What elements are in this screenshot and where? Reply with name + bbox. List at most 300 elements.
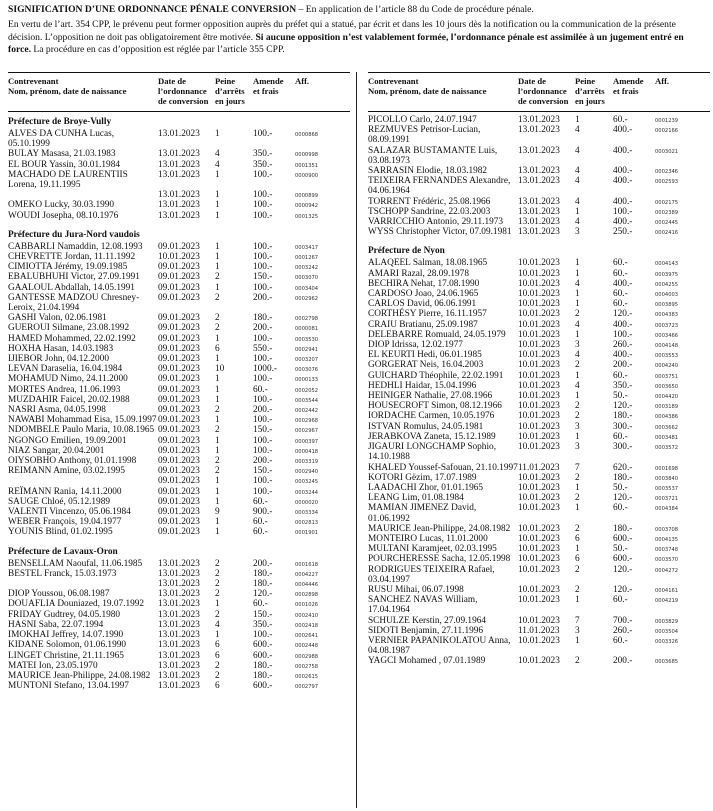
header-peine: Peine d’arrêts en jours [575,76,605,106]
table-row [8,569,350,589]
row-name: VALENTI Vincenzo, 05.06.1984 [8,507,131,518]
row-name: BESTEL Franck, 15.03.1973 [8,568,117,579]
table-row [368,554,710,564]
row-date: 13.01.2023 [518,125,560,136]
left-column [8,72,350,691]
table-row-extra [8,476,350,486]
row-date: 10.01.2023 [518,595,560,606]
row-aff: 0002940 [295,469,319,476]
row-date: 13.01.2023 [158,660,200,671]
row-date: 10.01.2023 [518,309,560,320]
row-days: 2 [575,401,580,412]
row-aff: 0004227 [295,571,319,578]
row-amount: 900.- [253,507,273,518]
header-amende: Amende et frais [253,76,284,96]
row-days: 3 [575,421,580,432]
row-name: MACHADO DE LAURENTIIS Lorena, 19.11.1995 [8,169,128,191]
row-amount: 100.- [613,206,633,217]
row-days: 4 [215,149,220,160]
row-amount: 60.- [613,289,628,300]
row-days: 2 [215,292,220,303]
header-aff: Aff. [655,76,670,86]
row-days: 1 [575,503,580,514]
row-amount: 50.- [613,482,628,493]
row-amount: 400.- [613,196,633,207]
row-aff: 0001325 [295,213,319,220]
row-amount: 350.- [613,380,633,391]
table-row [368,432,710,442]
row-aff: 0003481 [655,434,679,441]
row-days: 1 [575,391,580,402]
section-title: Préfecture de Nyon [368,246,445,257]
row-aff: 0002641 [295,633,319,640]
row-name: MAURICE Jean-Philippe, 24.08.1982 [8,670,151,681]
row-date: 13.01.2023 [158,599,200,610]
row-date: 09.01.2023 [158,445,200,456]
row-aff: 0000133 [295,377,319,384]
row-aff: 0004143 [655,261,679,268]
table-row [8,620,350,630]
row-date: 13.01.2023 [158,589,200,600]
row-date: 09.01.2023 [158,496,200,507]
row-aff: 0003076 [295,367,319,374]
row-aff: 0003662 [655,424,679,431]
row-date: 13.01.2023 [158,568,200,579]
row-amount: 150.- [253,425,273,436]
row-aff: 0003070 [295,275,319,282]
row-amount: 120.- [613,564,633,575]
table-row [8,149,350,159]
table-row [368,411,710,421]
table-row [8,272,350,282]
row-days: 2 [575,564,580,575]
row-days: 1 [215,394,220,405]
row-aff: 0003544 [295,397,319,404]
table-row [368,585,710,595]
row-date: 09.01.2023 [158,354,200,365]
section-title: Préfecture du Jura-Nord vaudois [8,229,140,240]
row-aff: 0003572 [655,445,679,452]
row-date: 10.01.2023 [518,482,560,493]
row-amount: 350.- [253,619,273,630]
row-aff: 0004384 [655,506,679,513]
row-days: 4 [575,319,580,330]
row-days: 1 [575,370,580,381]
row-days: 1 [215,486,220,497]
row-name: CARLOS David, 06.06.1991 [368,299,477,310]
table-row [8,293,350,313]
row-date: 13.01.2023 [518,176,560,187]
row-date: 10.01.2023 [518,523,560,534]
row-days: 1 [215,630,220,641]
row-date: 10.01.2023 [518,258,560,269]
row-name: ISTVAN Romulus, 24.05.1981 [368,421,484,432]
row-name: HAMED Mohammed, 22.02.1992 [8,333,136,344]
row-aff: 0003553 [655,353,679,360]
row-aff: 0002052 [295,387,319,394]
row-name: HEDHLI Haidar, 15.04.1996 [368,380,477,391]
row-date: 13.01.2023 [158,210,200,221]
row-days: 4 [215,159,220,170]
row-name: OIYSOBHO Anthony, 01.01.1998 [8,456,137,467]
header-date: Date de l’ordonnance de conversion [158,76,209,106]
notice-header [8,4,705,57]
row-date: 10.01.2023 [518,340,560,351]
row-date: 09.01.2023 [158,374,200,385]
row-days: 1 [575,299,580,310]
header-date: Date de l’ordonnance de conversion [518,76,569,106]
row-amount: 120.- [253,589,273,600]
row-aff: 0003244 [295,489,319,496]
table-row [8,436,350,446]
right-column [368,72,710,667]
row-amount: 100.- [253,476,273,487]
row-aff: 0002941 [295,346,319,353]
row-name: GANTESSE MADZOU Chresney-Leroix, 21.04.1994 [8,292,140,314]
row-amount: 60.- [613,370,628,381]
row-name: JERABKOVA Zaneta, 15.12.1989 [368,431,496,442]
row-days: 1 [215,190,220,201]
table-row [8,527,350,537]
row-days: 1 [215,169,220,180]
row-name: KHALED Youssef-Safouan, 21.10.1997 [368,462,518,473]
table-row [368,350,710,360]
row-aff: 0003975 [655,271,679,278]
table-row [368,534,710,544]
row-date: 09.01.2023 [158,364,200,375]
row-name: SIDOTI Benjamin, 27.11.1996 [368,625,484,636]
row-date: 10.01.2023 [518,503,560,514]
row-days: 1 [215,476,220,487]
row-days: 6 [215,681,220,692]
row-name: TORRENT Frédéric, 25.08.1966 [368,196,491,207]
row-amount: 60.- [613,431,628,442]
row-aff: 0004386 [655,414,679,421]
row-days: 1 [575,635,580,646]
table-row [8,497,350,507]
row-days: 1 [215,262,220,273]
row-date: 10.01.2023 [518,319,560,330]
row-aff: 0001901 [295,530,319,537]
row-name: HOUSECROFT Simon, 08.12.1966 [368,401,502,412]
row-amount: 120.- [613,401,633,412]
row-name: NASRI Asma, 04.05.1998 [8,405,106,416]
table-row [368,289,710,299]
row-aff: 0004383 [655,312,679,319]
row-amount: 260.- [613,625,633,636]
row-aff: 0003319 [295,459,319,466]
row-name: DIOP Youssou, 06.08.1987 [8,589,110,600]
row-amount: 200.- [253,323,273,334]
row-days: 1 [575,482,580,493]
row-days: 1 [575,595,580,606]
table-row [8,630,350,640]
row-name: DOUAFLIA Douniazed, 19.07.1992 [8,599,145,610]
row-aff: 0003721 [655,496,679,503]
table-row [8,671,350,681]
row-amount: 700.- [613,615,633,626]
table-row [368,473,710,483]
row-days: 1 [215,599,220,610]
row-days: 1 [215,527,220,538]
row-aff: 0003748 [655,547,679,554]
row-name: AMARI Razal, 28.09.1978 [368,268,469,279]
row-amount: 100.- [253,282,273,293]
row-date: 09.01.2023 [158,507,200,518]
row-aff: 0004148 [655,343,679,350]
row-name: TSCHOPP Sandrine, 22.03.2003 [368,206,491,217]
row-aff: 0003417 [295,244,319,251]
row-date: 10.01.2023 [518,299,560,310]
table-row [368,503,710,523]
row-aff: 0001351 [295,162,319,169]
row-name: MORTES Andrea, 11.06.1993 [8,384,121,395]
row-amount: 100.- [253,415,273,426]
row-aff: 0002593 [655,179,679,186]
row-date: 13.01.2023 [158,619,200,630]
table-row [8,170,350,201]
row-days: 2 [215,558,220,569]
row-days: 4 [215,619,220,630]
row-name: GAALOUL Abdallah, 14.05.1991 [8,282,135,293]
row-aff: 0003570 [655,557,679,564]
row-aff: 0003207 [295,357,319,364]
row-name: CABBARLI Namaddin, 12.08.1993 [8,241,143,252]
table-row [8,559,350,569]
row-days: 3 [575,227,580,238]
row-aff: 0003189 [655,404,679,411]
row-days: 1 [575,115,580,125]
row-name: REZMUVES Petrisor-Lucian, 08.09.1991 [368,125,481,146]
row-days: 4 [575,125,580,136]
row-days: 2 [215,568,220,579]
row-amount: 600.- [253,640,273,651]
table-row [8,589,350,599]
row-amount: 200.- [253,456,273,467]
row-name: MULTANI Karamjeet, 02.03.1995 [368,544,497,555]
row-amount: 100.- [253,169,273,180]
row-name: REIMANN Amine, 03.02.1995 [8,466,125,477]
row-name: TEIXEIRA FERNANDES Alexandre, 04.06.1964 [368,176,511,197]
row-amount: 100.- [253,200,273,211]
row-name: REÏMANN Rania, 14.11.2000 [8,486,122,497]
row-date: 13.01.2023 [158,640,200,651]
table-row [368,636,710,656]
row-date: 10.01.2023 [518,329,560,340]
row-amount: 100.- [253,445,273,456]
section-title: Préfecture de Broye-Vully [8,117,112,127]
row-name: NAWABI Mohammad Eisa, 15.09.1997 [8,415,157,426]
row-aff: 0002988 [295,653,319,660]
row-days: 1 [215,354,220,365]
row-aff: 0002166 [655,128,679,135]
row-date: 13.01.2023 [158,159,200,170]
row-days: 2 [215,670,220,681]
row-date: 09.01.2023 [158,456,200,467]
row-days: 2 [575,523,580,534]
row-days: 6 [575,554,580,565]
row-amount: 400.- [613,125,633,136]
row-name: MATEI Ion, 23.05.1970 [8,660,98,671]
row-date: 13.01.2023 [158,630,200,641]
row-name: YOUNIS Blind, 01.02.1995 [8,527,113,538]
row-aff: 0002758 [295,663,319,670]
row-name: LAADACHI Zhor, 01.01.1965 [368,482,484,493]
row-amount: 180.- [253,660,273,671]
row-date: 09.01.2023 [158,394,200,405]
row-amount: 60.- [253,517,268,528]
row-date: 13.01.2023 [158,149,200,160]
row-days: 6 [215,343,220,354]
table-row [8,354,350,364]
row-date: 09.01.2023 [158,272,200,283]
row-date: 10.01.2023 [518,544,560,555]
row-amount: 180.- [253,579,273,590]
table-row [368,616,710,626]
row-name: POURCHERESSE Sacha, 12.05.1998 [368,554,511,565]
row-days: 3 [575,442,580,453]
row-amount: 180.- [253,568,273,579]
row-date: 13.01.2023 [518,115,560,125]
row-aff: 0003242 [295,265,319,272]
table-row [8,385,350,395]
row-date: 10.01.2023 [518,391,560,402]
row-days: 7 [575,615,580,626]
row-amount: 120.- [613,309,633,320]
row-days: 1 [575,268,580,279]
table-row [368,626,710,636]
row-name: GASHI Valon, 02.06.1981 [8,313,107,324]
row-date: 09.01.2023 [158,415,200,426]
row-name: BULAY Masasa, 21.03.1983 [8,149,116,160]
row-date: 09.01.2023 [158,292,200,303]
row-aff: 0002968 [295,418,319,425]
row-days: 2 [575,493,580,504]
row-date: 09.01.2023 [158,527,200,538]
row-amount: 50.- [613,391,628,402]
row-days: 4 [575,217,580,228]
table-row [8,466,350,486]
table-row [368,524,710,534]
row-aff: 0002813 [295,520,319,527]
row-days: 1 [215,384,220,395]
row-amount: 60.- [613,115,628,125]
table-row [368,279,710,289]
table-row [8,599,350,609]
row-amount: 200.- [613,360,633,371]
row-amount: 100.- [253,486,273,497]
table-row [8,405,350,415]
row-amount: 200.- [253,292,273,303]
row-amount: 150.- [253,466,273,477]
row-amount: 400.- [613,350,633,361]
row-days: 2 [215,313,220,324]
header-contrevenant: Contrevenant Nom, prénom, date de naissance [8,76,127,96]
row-name: GUICHARD Théophile, 22.02.1991 [368,370,504,381]
table-row [368,176,710,196]
row-amount: 600.- [613,533,633,544]
row-days: 2 [575,656,580,667]
row-name: HOXHA Hasan, 14.03.1983 [8,343,114,354]
table-row [8,651,350,661]
row-name: NIAZ Sangar, 20.04.2001 [8,445,105,456]
row-amount: 180.- [613,472,633,483]
row-aff: 0002389 [655,209,679,216]
row-date: 10.01.2023 [518,554,560,565]
table-row [8,374,350,384]
table-row [368,381,710,391]
row-days: 1 [575,289,580,300]
row-name: CORTHÉSY Pierre, 16.11.1957 [368,309,487,320]
row-name: VERNIER PAPANIKOLATOU Anna, 04.08.1987 [368,635,511,657]
row-date: 09.01.2023 [158,282,200,293]
table-row [8,681,350,691]
row-name: IMOKHAI Jeffrey, 14.07.1990 [8,630,124,641]
row-aff: 0002448 [295,643,319,650]
row-aff: 0004240 [655,363,679,370]
row-days: 2 [215,456,220,467]
row-days: 4 [575,176,580,187]
row-date: 11.01.2023 [518,625,560,636]
row-name: KIDANE Solomon, 01.06.1990 [8,640,127,651]
row-amount: 100.- [613,329,633,340]
row-date: 09.01.2023 [158,241,200,252]
row-days: 2 [575,309,580,320]
row-date: 09.01.2023 [158,425,200,436]
row-aff: 0000899 [295,193,319,200]
row-date: 09.01.2023 [158,466,200,477]
row-date: 13.01.2023 [158,558,200,569]
row-aff: 0003504 [655,628,679,635]
table-row [368,115,710,125]
table-row [368,656,710,666]
notice-title: SIGNIFICATION D’UNE ORDONNANCE PÉNALE CONVERSION – En application de l’article 88 du Code de procédure pénale. [8,4,534,15]
section-title: Préfecture de Lavaux-Oron [8,546,118,557]
row-aff: 0000868 [295,132,319,138]
row-days: 1 [215,496,220,507]
row-aff: 0001698 [655,465,679,472]
row-date: 10.01.2023 [518,370,560,381]
table-row [8,364,350,374]
row-date: 09.01.2023 [158,435,200,446]
row-days: 1 [575,431,580,442]
row-name: DIOP Idrissa, 12.02.1977 [368,340,463,351]
row-name: IJIEBOR John, 04.12.2000 [8,354,109,365]
row-name: KOTORI Gëzim, 17.07.1989 [368,472,477,483]
row-aff: 0004161 [655,587,679,594]
row-days: 1 [215,374,220,385]
row-aff: 0003650 [655,383,679,390]
row-aff: 0003751 [655,373,679,380]
row-name: ALAQEEL Salman, 18.08.1965 [368,258,488,269]
row-amount: 60.- [613,299,628,310]
row-name: WOUDI Josepha, 08.10.1976 [8,210,119,221]
table-row [368,227,710,237]
row-aff: 0003708 [655,526,679,533]
row-aff: 0002445 [655,220,679,227]
row-aff: 0002410 [295,612,319,619]
header-amende: Amende et frais [613,76,644,96]
row-days: 2 [215,466,220,477]
row-amount: 60.- [613,268,628,279]
row-name: SARRASIN Elodie, 18.03.1982 [368,166,488,177]
table-row [368,463,710,473]
row-aff: 0002797 [295,684,319,691]
row-date: 10.01.2023 [518,268,560,279]
row-name: WEBER François, 19.04.1977 [8,517,122,528]
row-amount: 620.- [613,462,633,473]
row-name: BENSELLAM Naoufal, 11.06.1985 [8,558,143,569]
